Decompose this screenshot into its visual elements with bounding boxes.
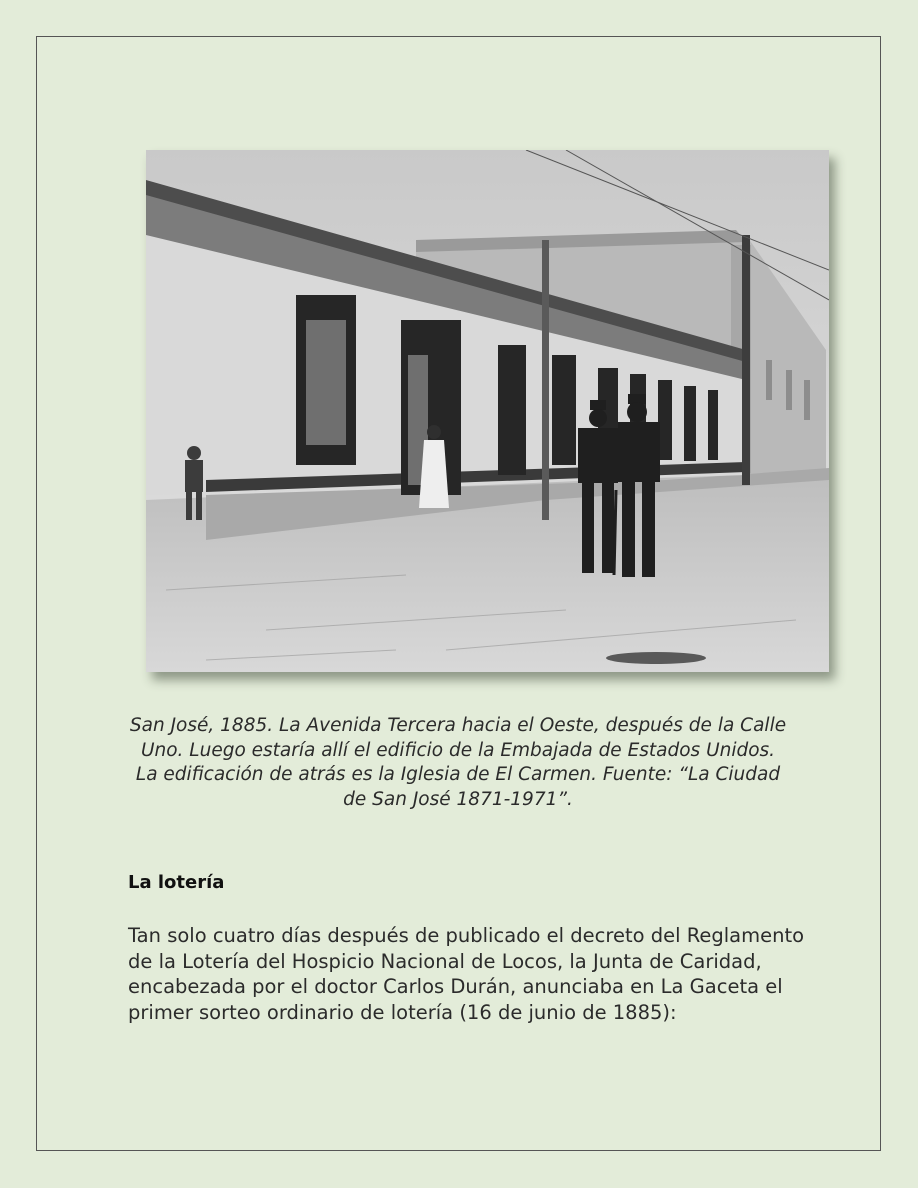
street-photo-illustration (146, 150, 829, 672)
historic-street-photo (146, 150, 829, 672)
photo-caption: San José, 1885. La Avenida Tercera hacia el Oeste, después de la Calle Uno. Luego estaría allí el edificio de la Embajada de Estados Unidos. La edificación de atrás es la Iglesia de El Carmen. Fuente: “La Ciudad de San José 1871-1971”. (129, 715, 787, 810)
section-heading: La lotería (128, 872, 225, 893)
body-paragraph: Tan solo cuatro días después de publicado el decreto del Reglamento de la Lotería del Hospicio Nacional de Locos, la Junta de Caridad, encabezada por el doctor Carlos Durán, anunciaba en La Gaceta el primer sorteo ordinario de lotería (16 de junio de 1885): (128, 924, 805, 1024)
